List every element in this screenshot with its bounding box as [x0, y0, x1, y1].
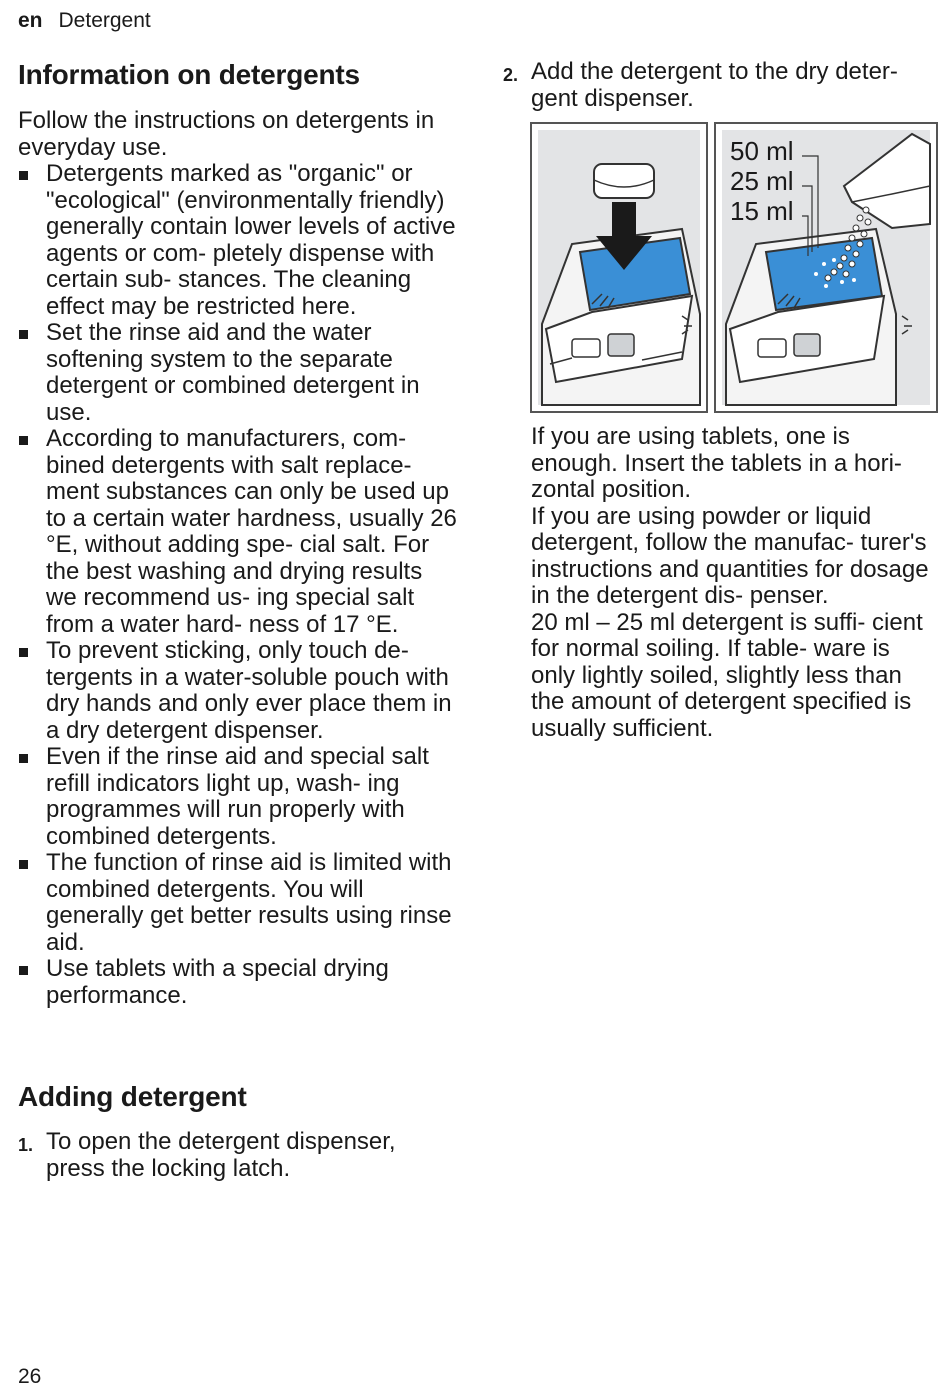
list-item — [18, 161, 458, 320]
powder-paragraph: If you are using powder or liquid detergent, follow the manufac- turer's instructions and quantities for dosage in the detergent dis- penser. — [531, 502, 929, 609]
bullet-text: The function of rinse aid is limited with combined detergents. You will generally get better results using rinse aid. — [46, 849, 452, 956]
bullet-square-icon — [19, 860, 28, 869]
page-header — [18, 9, 151, 33]
step-text: To open the detergent dispenser, press the locking latch. — [46, 1128, 396, 1182]
bullet-text: According to manufacturers, com- bined detergents with salt replace- ment substances can only be used up to a certain water hardness, usually 26 °E, without adding spe- cial salt. For the best washing and drying results we recommend us- ing special salt from a water hard- ness of 17 °E. — [46, 425, 457, 638]
step-number: 2. — [503, 65, 519, 85]
mark-25ml-label: 25 ml — [730, 166, 794, 196]
step-2 — [503, 59, 936, 112]
bullet-text: Use tablets with a special drying performance. — [46, 955, 389, 1009]
list-item — [18, 638, 458, 744]
tablet-dispenser-illustration — [532, 124, 706, 411]
list-item — [18, 426, 458, 638]
list-item — [18, 956, 458, 1009]
section-name: Detergent — [58, 9, 151, 32]
language-code: en — [18, 9, 43, 32]
bullet-text: Detergents marked as "organic" or "ecological" (environmentally friendly) generally contain lower levels of active agents or com- pletely dispense with certain sub- stances. The cleaning effect may be restricted here. — [46, 160, 456, 320]
list-item — [18, 320, 458, 426]
adding-title: Adding detergent — [18, 1081, 247, 1112]
bullet-square-icon — [19, 171, 28, 180]
mark-15ml-label: 15 ml — [730, 196, 794, 226]
bullet-square-icon — [19, 648, 28, 657]
list-item — [18, 850, 458, 956]
bullet-text: Set the rinse aid and the water softening system to the separate detergent or combined detergent in use. — [46, 319, 420, 426]
page-number: 26 — [18, 1365, 42, 1388]
info-intro: Follow the instructions on detergents in everyday use. — [18, 107, 435, 161]
info-section — [18, 108, 458, 1009]
step-number: 1. — [18, 1135, 34, 1155]
bullet-square-icon — [19, 966, 28, 975]
powder-dosing-panel — [714, 122, 938, 413]
bullet-square-icon — [19, 330, 28, 339]
tablet-paragraph: If you are using tablets, one is enough. Insert the tablets in a hori- zontal position. — [531, 423, 902, 503]
info-title: Information on detergents — [18, 59, 360, 90]
bullet-square-icon — [19, 754, 28, 763]
tablet-insertion-panel — [530, 122, 708, 413]
bullet-text: Even if the rinse aid and special salt refill indicators light up, wash- ing programmes will run properly with combined detergents. — [46, 743, 429, 850]
mark-50ml-label: 50 ml — [730, 136, 794, 166]
step-text: Add the detergent to the dry deter- gent dispenser. — [531, 58, 898, 112]
info-bullet-list — [18, 161, 458, 1009]
detergent-dispenser-figure — [530, 122, 938, 413]
bullet-text: To prevent sticking, only touch de- tergents in a water-soluble pouch with dry hands and only ever place them in a dry detergent dispenser. — [46, 637, 452, 744]
quantity-paragraph: 20 ml – 25 ml detergent is suffi- cient for normal soiling. If table- ware is only lightly soiled, slightly less than the amount of detergent specified is usually sufficient. — [531, 608, 923, 742]
list-item — [18, 744, 458, 850]
dosage-instructions — [531, 424, 936, 742]
step-1 — [18, 1129, 458, 1182]
dosage-marks — [730, 136, 794, 226]
bullet-square-icon — [19, 436, 28, 445]
